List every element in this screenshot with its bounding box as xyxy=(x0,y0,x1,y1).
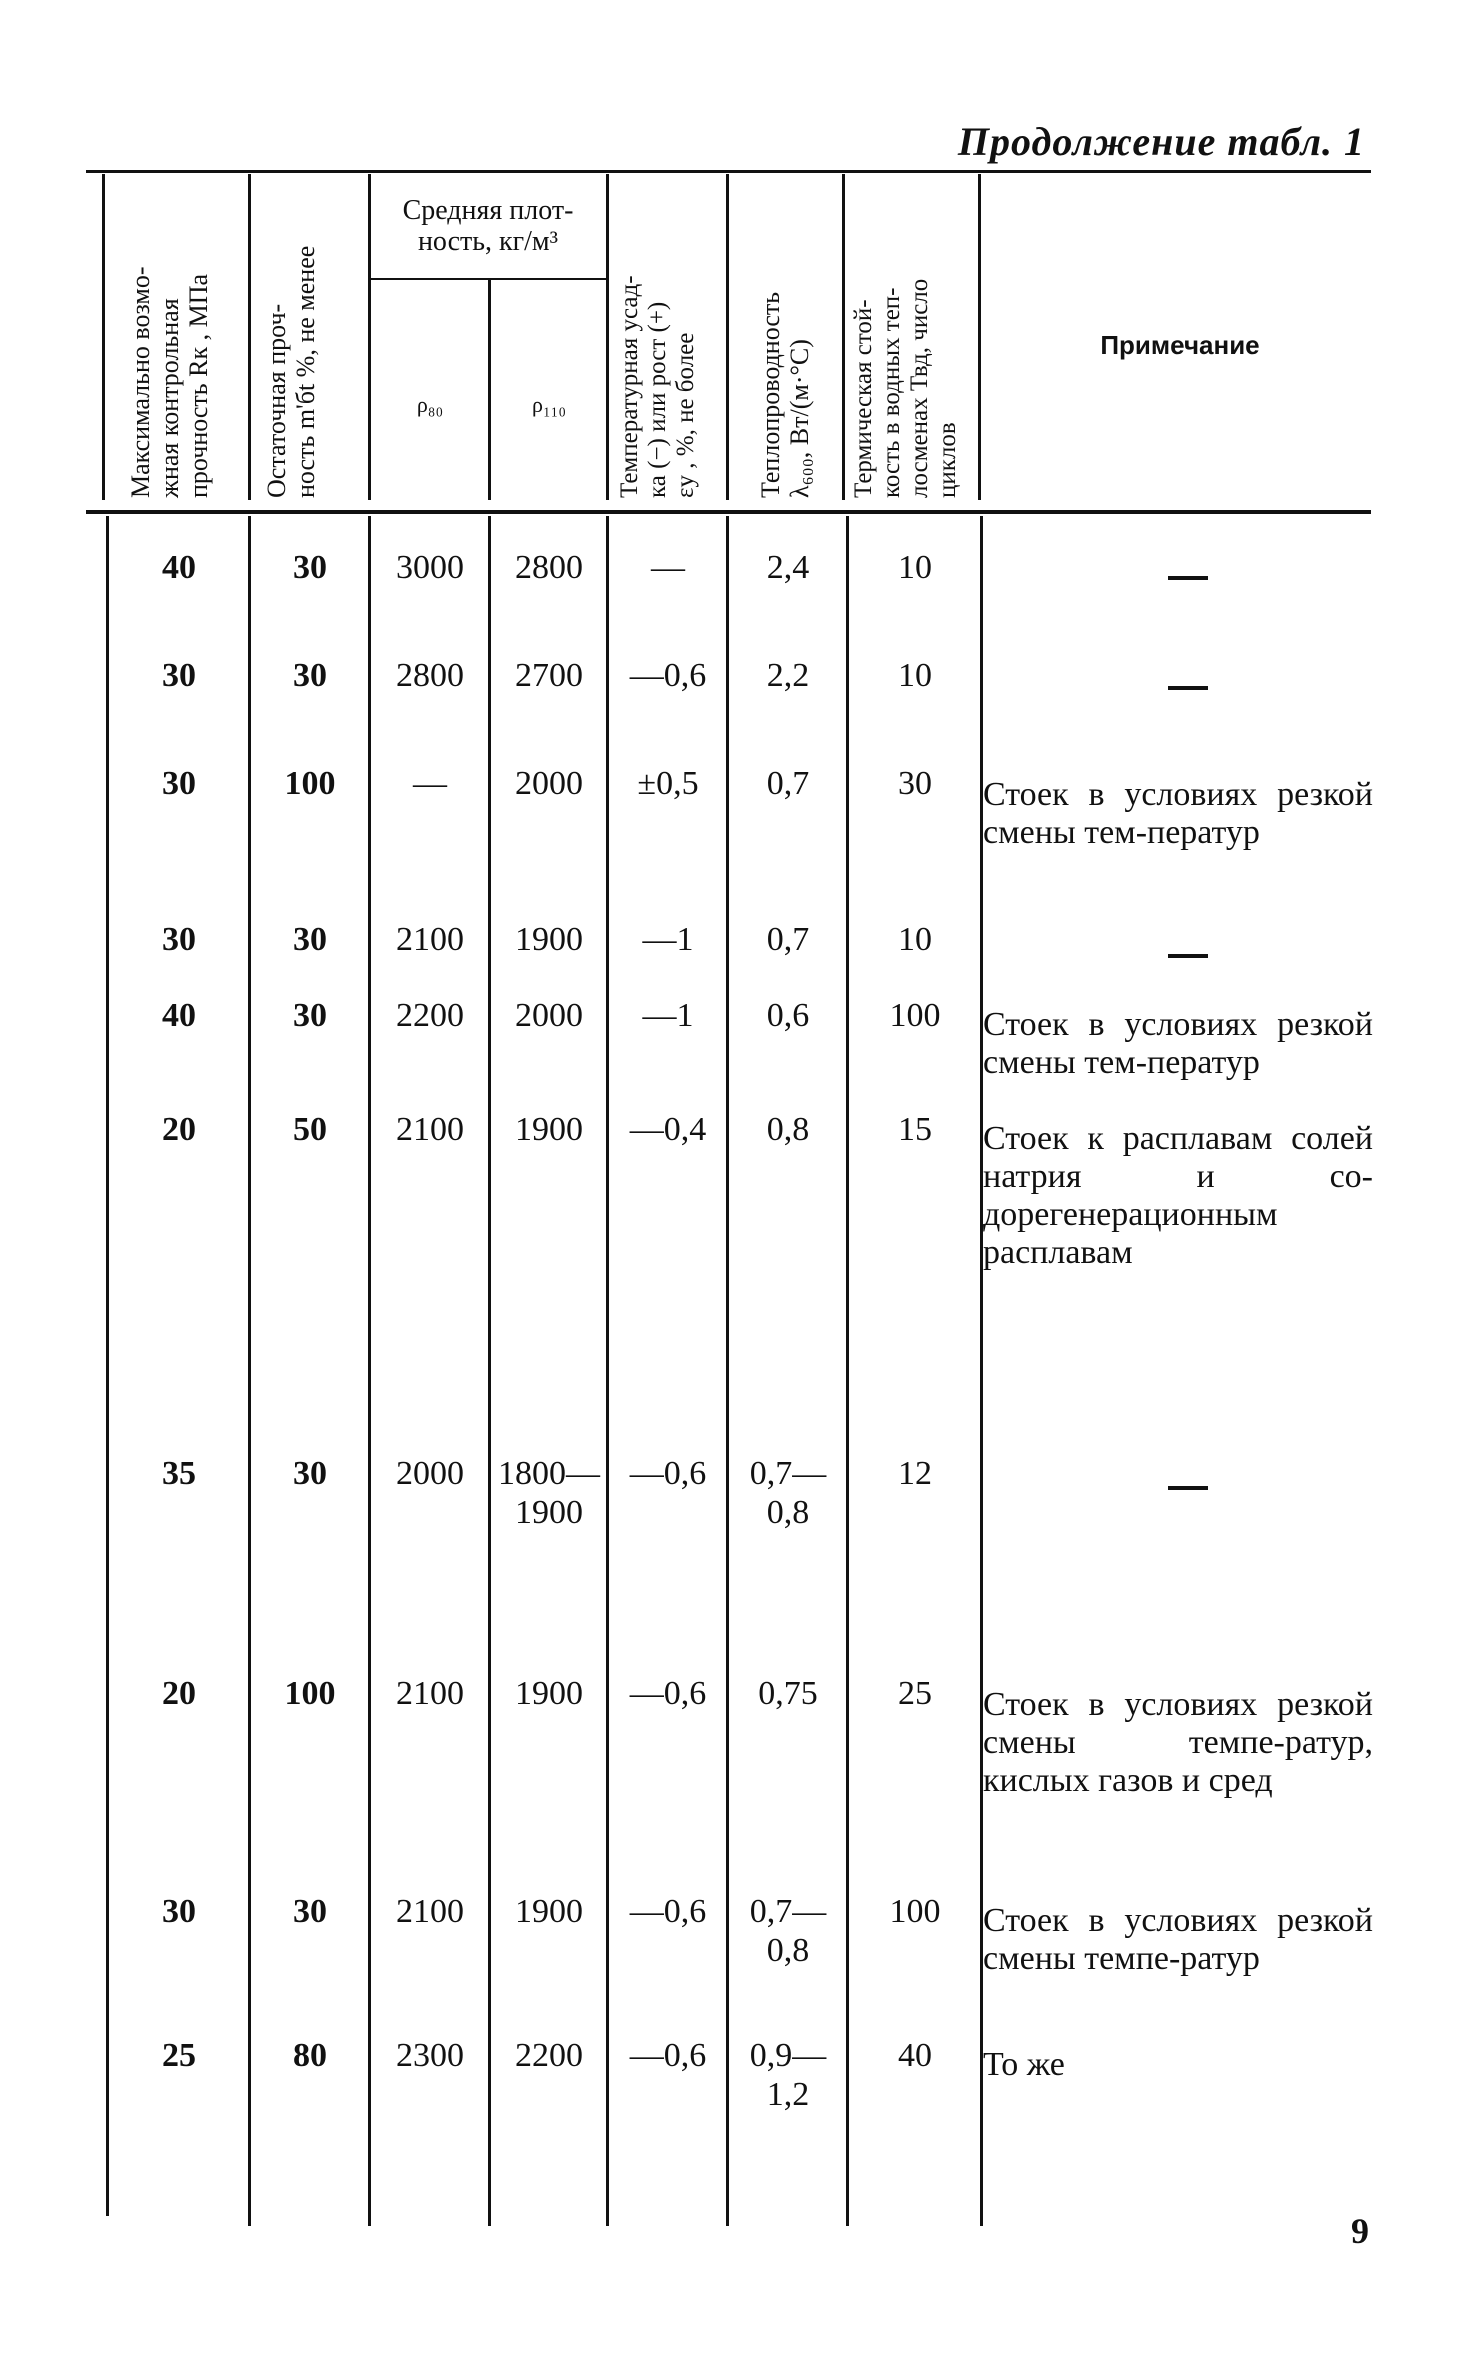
cell-density-110: 2700 xyxy=(515,657,583,694)
header-density-110: ρ₁₁₀ xyxy=(532,392,566,417)
cell-shrinkage: —0,6 xyxy=(629,1675,707,1712)
body-col-divider xyxy=(248,516,251,2226)
cell-thermal-resistance: 40 xyxy=(898,2037,932,2074)
header-col-divider xyxy=(488,280,491,500)
cell-density-80: 2800 xyxy=(396,657,464,694)
body-col-divider xyxy=(368,516,371,2226)
header-col-divider xyxy=(248,174,251,500)
header-col-divider xyxy=(726,174,729,500)
header-max-strength: Максимально возмо- жная контрольная прочность Rк , МПа xyxy=(126,266,214,498)
cell-residual-strength: 30 xyxy=(293,1455,327,1492)
cell-conductivity: 2,2 xyxy=(766,657,810,694)
cell-density-110: 2000 xyxy=(515,765,583,802)
note-text: Стоек в условиях резкой смены тем-ператур xyxy=(983,1006,1373,1081)
header-note: Примечание xyxy=(1100,330,1260,360)
cell-density-80: 2300 xyxy=(396,2037,464,2074)
table-continuation-caption: Продолжение табл. 1 xyxy=(957,119,1365,164)
cell-density-80: — xyxy=(413,765,447,802)
cell-max-strength: 40 xyxy=(162,997,196,1034)
cell-residual-strength: 30 xyxy=(293,921,327,958)
cell-density-80: 2100 xyxy=(396,1111,464,1148)
cell-max-strength: 30 xyxy=(162,765,196,802)
header-residual-strength: Остаточная проч- ность m'бt %, не менее xyxy=(262,245,321,498)
note-text: Стоек в условиях резкой смены темпе-ратур xyxy=(983,1902,1373,1977)
cell-conductivity: 0,75 xyxy=(758,1675,818,1712)
note-text: Стоек к расплавам солей натрия и со-дорегенерационным расплавам xyxy=(983,1120,1373,1271)
cell-density-80: 2100 xyxy=(396,1893,464,1930)
header-col-divider xyxy=(606,174,609,500)
cell-shrinkage: —1 xyxy=(642,997,694,1034)
cell-conductivity: 0,7— 0,8 xyxy=(749,1893,827,1970)
header-bottom-rule xyxy=(86,510,1371,514)
cell-thermal-resistance: 30 xyxy=(898,765,932,802)
cell-shrinkage: —0,6 xyxy=(629,1455,707,1492)
table-top-rule xyxy=(86,170,1371,173)
cell-residual-strength: 50 xyxy=(293,1111,327,1148)
note-dash xyxy=(1168,686,1208,690)
cell-shrinkage: —0,6 xyxy=(629,657,707,694)
cell-residual-strength: 30 xyxy=(293,1893,327,1930)
cell-shrinkage: ±0,5 xyxy=(637,765,699,802)
cell-conductivity: 2,4 xyxy=(766,549,810,586)
cell-thermal-resistance: 10 xyxy=(898,657,932,694)
cell-thermal-resistance: 25 xyxy=(898,1675,932,1712)
cell-max-strength: 30 xyxy=(162,657,196,694)
cell-thermal-resistance: 10 xyxy=(898,549,932,586)
cell-residual-strength: 100 xyxy=(284,765,336,802)
cell-density-110: 1900 xyxy=(515,1111,583,1148)
note-text: То же xyxy=(983,2046,1065,2083)
cell-residual-strength: 100 xyxy=(284,1675,336,1712)
note-text: Стоек в условиях резкой смены темпе-ратур, кислых газов и сред xyxy=(983,1686,1373,1799)
cell-density-110: 1900 xyxy=(515,1893,583,1930)
cell-density-80: 2100 xyxy=(396,1675,464,1712)
note-dash xyxy=(1168,954,1208,958)
body-col-divider xyxy=(846,516,849,2226)
header-density-80: ρ₈₀ xyxy=(416,392,444,417)
note-dash xyxy=(1168,576,1208,580)
cell-density-110: 2800 xyxy=(515,549,583,586)
cell-shrinkage: — xyxy=(651,549,685,586)
cell-shrinkage: —0,4 xyxy=(629,1111,707,1148)
cell-conductivity: 0,7 xyxy=(766,765,810,802)
cell-residual-strength: 80 xyxy=(293,2037,327,2074)
cell-max-strength: 25 xyxy=(162,2037,196,2074)
cell-conductivity: 0,7— 0,8 xyxy=(749,1455,827,1532)
cell-max-strength: 40 xyxy=(162,549,196,586)
cell-conductivity: 0,8 xyxy=(766,1111,810,1148)
header-col-divider xyxy=(368,174,371,500)
cell-residual-strength: 30 xyxy=(293,657,327,694)
cell-density-110: 2200 xyxy=(515,2037,583,2074)
cell-residual-strength: 30 xyxy=(293,549,327,586)
header-thermal-resistance: Термическая стой- кость в водных теп- лосменах Твд, число циклов xyxy=(850,278,961,498)
body-col-divider xyxy=(726,516,729,2226)
cell-residual-strength: 30 xyxy=(293,997,327,1034)
cell-conductivity: 0,7 xyxy=(766,921,810,958)
cell-density-110: 1900 xyxy=(515,1675,583,1712)
header-col-divider xyxy=(978,174,981,500)
cell-max-strength: 20 xyxy=(162,1111,196,1148)
cell-density-80: 2200 xyxy=(396,997,464,1034)
cell-density-110: 1800— 1900 xyxy=(498,1455,600,1532)
cell-thermal-resistance: 12 xyxy=(898,1455,932,1492)
note-text: Стоек в условиях резкой смены тем-ператур xyxy=(983,776,1373,851)
cell-density-80: 2100 xyxy=(396,921,464,958)
cell-density-110: 1900 xyxy=(515,921,583,958)
cell-max-strength: 30 xyxy=(162,921,196,958)
cell-max-strength: 30 xyxy=(162,1893,196,1930)
cell-conductivity: 0,6 xyxy=(766,997,810,1034)
cell-shrinkage: —1 xyxy=(642,921,694,958)
header-col-divider xyxy=(102,174,105,500)
body-col-divider xyxy=(488,516,491,2226)
cell-density-110: 2000 xyxy=(515,997,583,1034)
cell-conductivity: 0,9— 1,2 xyxy=(749,2037,827,2114)
cell-thermal-resistance: 100 xyxy=(889,1893,941,1930)
cell-thermal-resistance: 100 xyxy=(889,997,941,1034)
cell-shrinkage: —0,6 xyxy=(629,1893,707,1930)
header-col-divider xyxy=(842,174,845,500)
cell-density-80: 3000 xyxy=(396,549,464,586)
header-thermal-conductivity: Теплопроводность λ₆₀₀, Вт/(м·°C) xyxy=(756,291,815,498)
cell-shrinkage: —0,6 xyxy=(629,2037,707,2074)
cell-max-strength: 20 xyxy=(162,1675,196,1712)
body-col-divider xyxy=(106,516,109,2216)
header-density-group: Средняя плот- ность, кг/м³ xyxy=(402,195,574,257)
cell-thermal-resistance: 15 xyxy=(898,1111,932,1148)
body-col-divider xyxy=(606,516,609,2226)
page-number: 9 xyxy=(1351,2211,1369,2251)
note-dash xyxy=(1168,1486,1208,1490)
header-thermal-shrinkage: Температурная усад- ка (−) или рост (+) εу , %, не более xyxy=(616,275,699,498)
cell-max-strength: 35 xyxy=(162,1455,196,1492)
cell-density-80: 2000 xyxy=(396,1455,464,1492)
cell-thermal-resistance: 10 xyxy=(898,921,932,958)
